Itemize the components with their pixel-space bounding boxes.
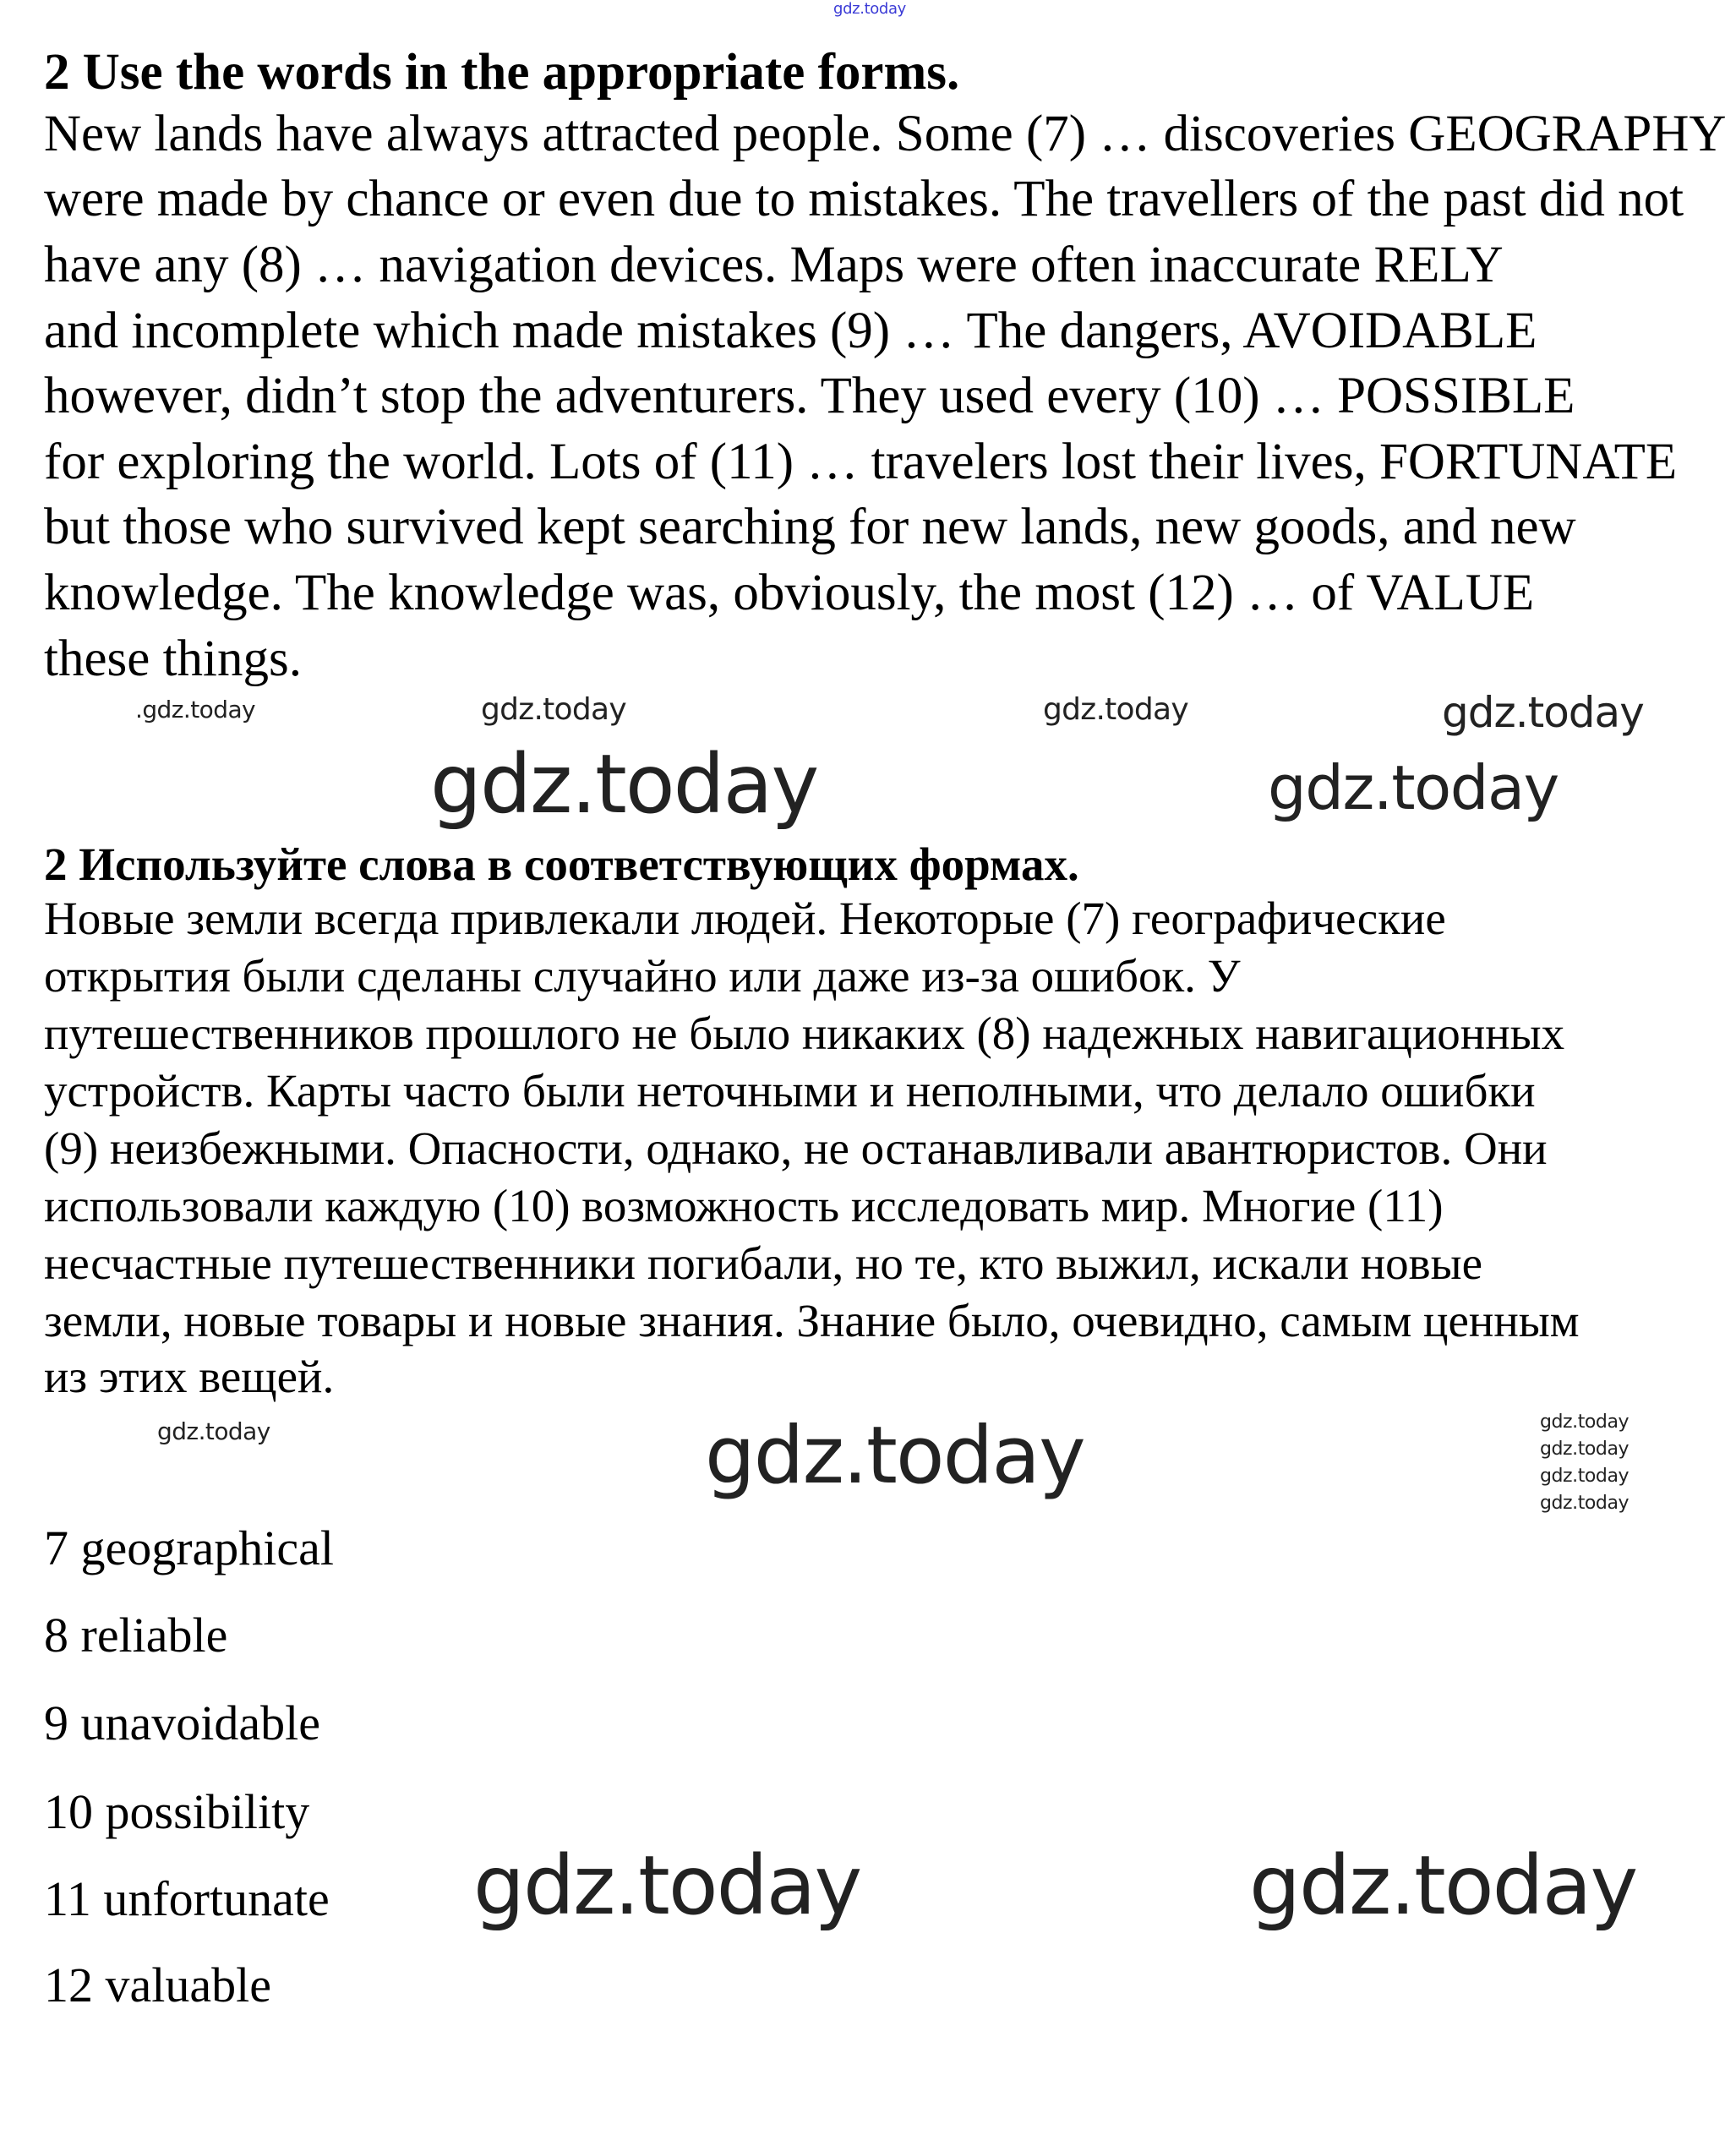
watermark: gdz.today [473, 1838, 861, 1933]
english-line: have any (8) … navigation devices. Maps were often inaccurate RELY [44, 237, 1504, 293]
watermark: gdz.today [1043, 692, 1188, 727]
answer-item: 10 possibility [44, 1784, 310, 1839]
watermark: gdz.today [1249, 1838, 1637, 1933]
watermark: gdz.today [481, 692, 626, 727]
english-line: for exploring the world. Lots of (11) … travelers lost their lives, FORTUNATE [44, 434, 1678, 490]
russian-line: путешественников прошлого не было никаких (8) надежных навигационных [44, 1007, 1565, 1059]
english-line: but those who survived kept searching for new lands, new goods, and new [44, 499, 1576, 555]
answer-item: 7 geographical [44, 1521, 335, 1575]
english-line: however, didn’t stop the adventurers. They used every (10) … POSSIBLE [44, 368, 1575, 424]
russian-line: несчастные путешественники погибали, но те, кто выжил, искали новые [44, 1237, 1483, 1289]
watermark: gdz.today [1540, 1412, 1630, 1433]
watermark: gdz.today [157, 1417, 270, 1445]
russian-line: из этих вещей. [44, 1351, 335, 1402]
russian-line: устройств. Карты часто были неточными и неполными, что делало ошибки [44, 1065, 1536, 1117]
answer-item: 11 unfortunate [44, 1871, 330, 1926]
english-line: knowledge. The knowledge was, obviously, the most (12) … of VALUE [44, 565, 1535, 621]
english-line: these things. [44, 631, 302, 687]
watermark: .gdz.today [135, 696, 256, 723]
answer-item: 8 reliable [44, 1608, 228, 1663]
watermark: gdz.today [1540, 1439, 1630, 1460]
watermark: gdz.today [430, 737, 818, 832]
english-line: New lands have always attracted people. Some (7) … discoveries GEOGRAPHY [44, 106, 1727, 162]
answer-item: 9 unavoidable [44, 1695, 320, 1750]
watermark: gdz.today [1442, 688, 1644, 737]
russian-heading: 2 Используйте слова в соответствующих формах. [44, 838, 1079, 890]
watermark: gdz.today [1540, 1493, 1630, 1514]
russian-line: Новые земли всегда привлекали людей. Некоторые (7) географические [44, 893, 1446, 944]
russian-line: земли, новые товары и новые знания. Знание было, очевидно, самым ценным [44, 1295, 1580, 1346]
watermark: gdz.today [705, 1410, 1084, 1502]
russian-line: открытия были сделаны случайно или даже из-за ошибок. У [44, 950, 1241, 1002]
watermark: gdz.today [1268, 752, 1559, 823]
watermark: gdz.today [1540, 1466, 1630, 1487]
watermark: gdz.today [833, 0, 906, 18]
english-line: were made by chance or even due to mistakes. The travellers of the past did not [44, 171, 1684, 227]
russian-line: (9) неизбежными. Опасности, однако, не останавливали авантюристов. Они [44, 1122, 1548, 1174]
english-heading: 2 Use the words in the appropriate forms. [44, 44, 960, 101]
english-line: and incomplete which made mistakes (9) … The dangers, AVOIDABLE [44, 303, 1537, 359]
russian-line: использовали каждую (10) возможность исследовать мир. Многие (11) [44, 1180, 1444, 1231]
answer-item: 12 valuable [44, 1958, 271, 2012]
